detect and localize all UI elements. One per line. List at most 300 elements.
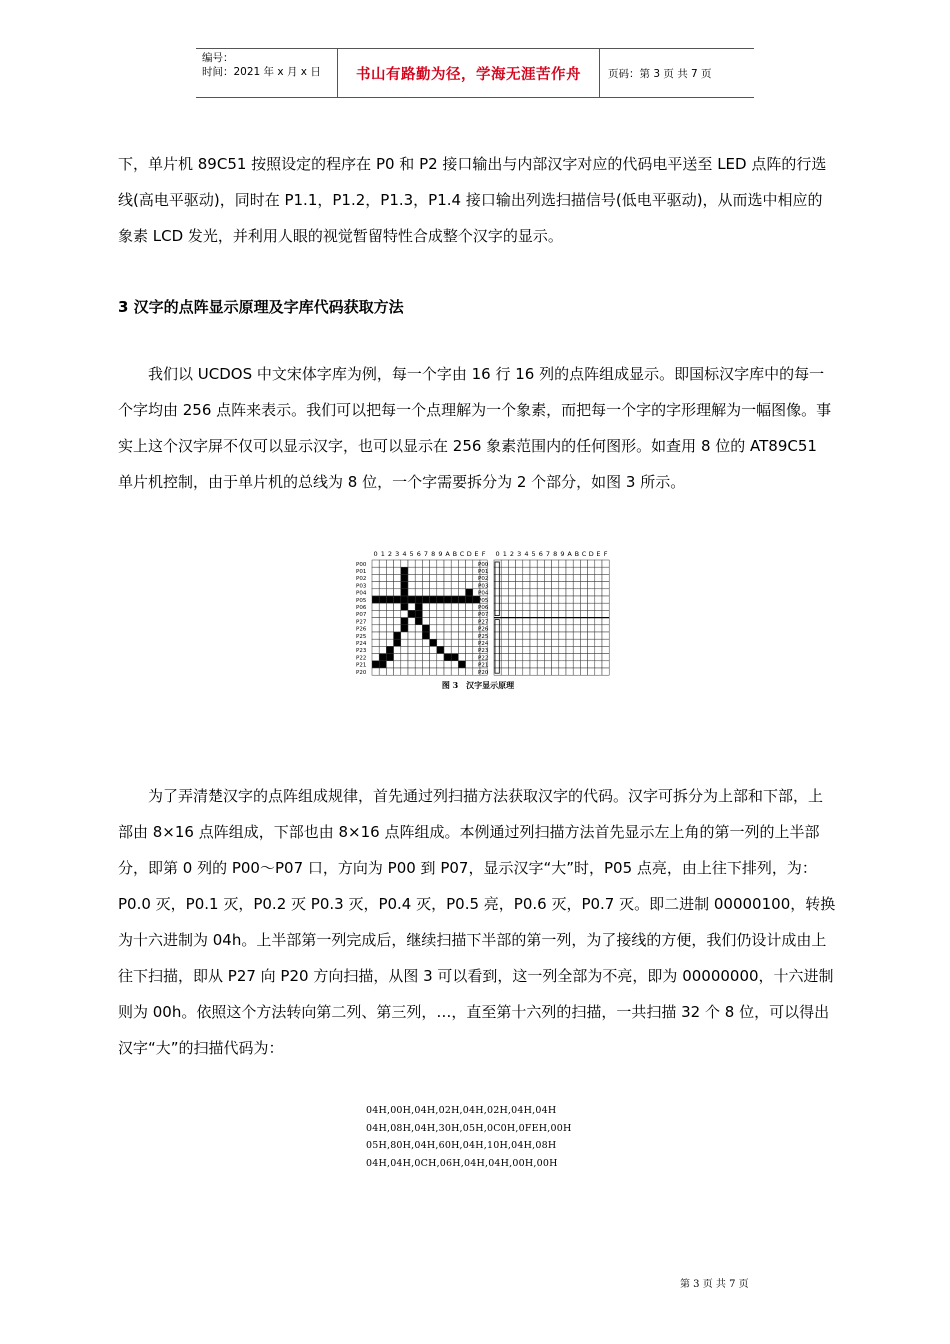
pixel	[530, 661, 537, 668]
pixel	[573, 632, 580, 639]
lit-pixel	[466, 589, 473, 596]
pixel	[523, 589, 530, 596]
pixel	[379, 589, 386, 596]
lit-pixel	[437, 596, 444, 603]
pixel	[437, 632, 444, 639]
pixel	[573, 582, 580, 589]
pixel	[566, 603, 573, 610]
lit-pixel	[437, 646, 444, 653]
lit-pixel	[379, 596, 386, 603]
pixel	[595, 661, 602, 668]
pixel	[458, 632, 465, 639]
pixel	[415, 589, 422, 596]
pixel	[580, 589, 587, 596]
pixel	[552, 582, 559, 589]
pixel	[415, 668, 422, 675]
pixel	[444, 560, 451, 567]
pixel	[580, 639, 587, 646]
pixel	[415, 582, 422, 589]
row-label: P22	[356, 655, 367, 662]
pixel	[544, 603, 551, 610]
pixel	[422, 646, 429, 653]
header-motto: 书山有路勤为径，学海无涯苦作舟	[356, 66, 581, 83]
row-label: P22	[478, 655, 489, 662]
pixel	[394, 661, 401, 668]
pixel	[516, 625, 523, 632]
column-label: A	[567, 550, 572, 558]
pixel	[379, 567, 386, 574]
pixel	[508, 668, 515, 675]
pixel	[523, 596, 530, 603]
pixel	[516, 632, 523, 639]
pixel	[595, 618, 602, 625]
pixel	[588, 567, 595, 574]
pixel	[415, 625, 422, 632]
pixel	[451, 668, 458, 675]
pixel	[379, 646, 386, 653]
column-label: 4	[402, 550, 407, 558]
pixel	[566, 646, 573, 653]
pixel	[537, 610, 544, 617]
pixel	[523, 639, 530, 646]
row-label: P23	[478, 648, 489, 655]
pixel	[466, 668, 473, 675]
column-label: 0	[373, 550, 378, 558]
row-label: P03	[356, 583, 367, 590]
paragraph-3: 为了弄清楚汉字的点阵组成规律，首先通过列扫描方法获取汉字的代码。汉字可拆分为上部和下部，上部由 8×16 点阵组成，下部也由 8×16 点阵组成。本例通过列扫描方法首先显示左上角的第一列的上半部分，即第 0 列的 P00～P07 口，方向为 P00 到 P07，显示汉字“大”时，P05 点亮，由上往下排列，为：P0.0 灭，P0.1 灭，P0.2 灭 P0.3 灭，P0.4 灭，P0.5 亮，P0.6 灭，P0.7 灭。即二进制 00000100，转换为十六进制为 04h。上半部第一列完成后，继续扫描下半部的第一列，为了接线的方便，我们仍设计成由上往下扫描，即从 P27 向 P20 方向扫描，从图 3 可以看到，这一列全部为不亮，即为 00000000，十六进制则为 00h。依照这个方法转向第二列、第三列，…，直至第十六列的扫描，一共扫描 32 个 8 位，可以得出汉字“大”的扫描代码为：	[118, 787, 836, 1057]
pixel	[501, 603, 508, 610]
pixel	[372, 589, 379, 596]
pixel	[588, 603, 595, 610]
pixel	[559, 668, 566, 675]
pixel	[372, 668, 379, 675]
pixel	[394, 646, 401, 653]
pixel	[566, 567, 573, 574]
code-line: 05H,80H,04H,60H,04H,10H,04H,08H	[366, 1140, 557, 1151]
pixel	[537, 589, 544, 596]
pixel	[516, 560, 523, 567]
pixel	[602, 646, 609, 653]
pixel	[552, 618, 559, 625]
pixel	[595, 654, 602, 661]
pixel	[394, 654, 401, 661]
pixel	[508, 646, 515, 653]
pixel	[422, 560, 429, 567]
pixel	[552, 654, 559, 661]
pixel	[451, 632, 458, 639]
pixel	[566, 639, 573, 646]
pixel	[401, 610, 408, 617]
pixel	[437, 567, 444, 574]
pixel	[437, 625, 444, 632]
pixel	[458, 582, 465, 589]
pixel	[588, 610, 595, 617]
pixel	[386, 582, 393, 589]
pixel	[544, 632, 551, 639]
pixel	[372, 625, 379, 632]
pixel	[602, 596, 609, 603]
pixel	[430, 567, 437, 574]
pixel	[466, 661, 473, 668]
column-label: 3	[517, 550, 522, 558]
pixel	[580, 646, 587, 653]
pixel	[415, 654, 422, 661]
header-date: 时间：2021 年 x 月 x 日	[202, 66, 321, 78]
pixel	[566, 668, 573, 675]
row-label: P00	[356, 561, 367, 568]
pixel	[408, 668, 415, 675]
pixel	[501, 567, 508, 574]
lit-pixel	[415, 603, 422, 610]
pixel	[458, 618, 465, 625]
pixel	[386, 668, 393, 675]
column-label: 1	[380, 550, 385, 558]
pixel	[595, 560, 602, 567]
pixel	[588, 618, 595, 625]
pixel	[566, 596, 573, 603]
pixel	[408, 560, 415, 567]
pixel	[588, 596, 595, 603]
pixel	[466, 639, 473, 646]
pixel	[466, 567, 473, 574]
pixel	[544, 654, 551, 661]
pixel	[508, 625, 515, 632]
pixel	[451, 610, 458, 617]
pixel	[602, 567, 609, 574]
pixel	[501, 654, 508, 661]
pixel	[379, 560, 386, 567]
pixel	[602, 560, 609, 567]
row-label: P01	[478, 569, 489, 575]
pixel	[537, 603, 544, 610]
pixel	[573, 668, 580, 675]
pixel	[372, 574, 379, 581]
row-label: P27	[356, 619, 367, 626]
row-label: P04	[478, 590, 489, 597]
pixel	[451, 589, 458, 596]
pixel	[602, 661, 609, 668]
pixel	[559, 567, 566, 574]
pixel	[595, 610, 602, 617]
pixel	[379, 632, 386, 639]
pixel	[422, 639, 429, 646]
row-label: P26	[478, 626, 489, 633]
pixel	[430, 632, 437, 639]
pixel	[508, 567, 515, 574]
pixel	[437, 639, 444, 646]
pixel	[508, 618, 515, 625]
pixel	[537, 654, 544, 661]
pixel	[580, 625, 587, 632]
lit-pixel	[408, 596, 415, 603]
pixel	[458, 639, 465, 646]
lit-pixel	[372, 596, 379, 603]
pixel	[372, 654, 379, 661]
paragraph-1: 下，单片机 89C51 按照设定的程序在 P0 和 P2 接口输出与内部汉字对应的代码电平送至 LED 点阵的行选线(高电平驱动)，同时在 P1.1，P1.2，P1.3，P1.4 接口输出列选扫描信号(低电平驱动)，从而选中相应的象素 LCD 发光，并利用人眼的视觉暂留特性合成整个汉字的显示。	[118, 155, 827, 245]
pixel	[422, 574, 429, 581]
pixel	[523, 574, 530, 581]
pixel	[386, 661, 393, 668]
pixel	[580, 632, 587, 639]
pixel	[458, 567, 465, 574]
lit-pixel	[394, 632, 401, 639]
header-motto-cell	[338, 49, 600, 97]
pixel	[458, 574, 465, 581]
pixel	[552, 661, 559, 668]
pixel	[458, 668, 465, 675]
pixel	[437, 654, 444, 661]
column-label: E	[596, 550, 601, 558]
pixel	[444, 646, 451, 653]
pixel	[508, 574, 515, 581]
pixel	[544, 646, 551, 653]
pixel	[559, 603, 566, 610]
pixel	[602, 589, 609, 596]
pixel	[408, 618, 415, 625]
pixel	[508, 639, 515, 646]
lit-pixel	[415, 610, 422, 617]
pixel	[530, 582, 537, 589]
pixel	[573, 618, 580, 625]
figure-caption: 图 3 汉字显示原理	[441, 680, 515, 690]
pixel	[530, 639, 537, 646]
pixel	[559, 596, 566, 603]
pixel	[466, 582, 473, 589]
column-label: A	[445, 550, 450, 558]
pixel	[372, 646, 379, 653]
pixel	[523, 646, 530, 653]
pixel	[573, 560, 580, 567]
column-label: 8	[553, 550, 558, 558]
lit-pixel	[401, 625, 408, 632]
pixel	[415, 646, 422, 653]
pixel	[580, 603, 587, 610]
row-label: P02	[478, 576, 489, 583]
pixel	[451, 574, 458, 581]
pixel	[523, 560, 530, 567]
pixel	[394, 560, 401, 567]
pixel	[430, 582, 437, 589]
pixel	[602, 654, 609, 661]
pixel	[508, 589, 515, 596]
lit-pixel	[415, 618, 422, 625]
pixel	[523, 582, 530, 589]
pixel	[408, 639, 415, 646]
pixel	[408, 589, 415, 596]
pixel	[544, 661, 551, 668]
pixel	[566, 661, 573, 668]
pixel	[422, 610, 429, 617]
lit-pixel	[394, 596, 401, 603]
pixel	[430, 560, 437, 567]
pixel	[580, 567, 587, 574]
pixel	[466, 574, 473, 581]
pixel	[401, 639, 408, 646]
pixel	[580, 596, 587, 603]
pixel	[501, 574, 508, 581]
pixel	[437, 618, 444, 625]
pixel	[559, 646, 566, 653]
pixel	[379, 668, 386, 675]
figure-3-dot-matrix	[356, 548, 608, 696]
row-label: P07	[356, 612, 367, 619]
pixel	[530, 589, 537, 596]
row-label: P25	[478, 633, 489, 640]
column-label: 4	[524, 550, 529, 558]
pixel	[401, 668, 408, 675]
pixel	[530, 668, 537, 675]
pixel	[537, 618, 544, 625]
row-label: P05	[356, 597, 367, 604]
row-label: P26	[356, 626, 367, 633]
pixel	[394, 567, 401, 574]
pixel	[573, 596, 580, 603]
pixel	[401, 654, 408, 661]
pixel	[559, 661, 566, 668]
lit-pixel	[444, 654, 451, 661]
pixel	[372, 610, 379, 617]
pixel	[451, 582, 458, 589]
pixel	[523, 567, 530, 574]
pixel	[595, 632, 602, 639]
pixel	[379, 639, 386, 646]
pixel	[602, 632, 609, 639]
pixel	[444, 661, 451, 668]
pixel	[573, 567, 580, 574]
pixel	[372, 639, 379, 646]
lit-pixel	[430, 639, 437, 646]
pixel	[444, 625, 451, 632]
lit-pixel	[379, 654, 386, 661]
pixel	[437, 574, 444, 581]
pixel	[580, 574, 587, 581]
pixel	[408, 574, 415, 581]
pixel	[566, 632, 573, 639]
pixel	[444, 582, 451, 589]
pixel	[444, 618, 451, 625]
pixel	[588, 582, 595, 589]
pixel	[516, 618, 523, 625]
pixel	[559, 589, 566, 596]
pixel	[466, 654, 473, 661]
row-label: P27	[478, 619, 489, 626]
pixel	[559, 582, 566, 589]
row-label: P01	[356, 569, 367, 575]
pixel	[544, 618, 551, 625]
pixel	[516, 668, 523, 675]
pixel	[379, 582, 386, 589]
pixel	[595, 589, 602, 596]
pixel	[595, 625, 602, 632]
pixel	[566, 625, 573, 632]
lit-pixel	[451, 654, 458, 661]
dot-matrix-split	[478, 550, 609, 676]
pixel	[537, 574, 544, 581]
pixel	[422, 654, 429, 661]
pixel	[580, 618, 587, 625]
pixel	[451, 661, 458, 668]
pixel	[379, 603, 386, 610]
lit-pixel	[401, 574, 408, 581]
page-footer: 第 3 页 共 7 页	[680, 1279, 749, 1290]
row-label: P00	[478, 561, 489, 568]
pixel	[530, 632, 537, 639]
pixel	[516, 661, 523, 668]
pixel	[559, 560, 566, 567]
lit-pixel	[379, 661, 386, 668]
pixel	[580, 560, 587, 567]
pixel	[516, 639, 523, 646]
pixel	[394, 582, 401, 589]
pixel	[595, 582, 602, 589]
pixel	[451, 625, 458, 632]
pixel	[602, 625, 609, 632]
pixel	[458, 589, 465, 596]
lit-pixel	[401, 596, 408, 603]
pixel	[444, 668, 451, 675]
pixel	[588, 646, 595, 653]
header-page: 页码：第 3 页 共 7 页	[608, 67, 712, 80]
pixel	[422, 567, 429, 574]
pixel	[544, 639, 551, 646]
pixel	[430, 661, 437, 668]
pixel	[394, 618, 401, 625]
pixel	[386, 625, 393, 632]
lit-pixel	[386, 596, 393, 603]
pixel	[595, 603, 602, 610]
pixel	[544, 668, 551, 675]
pixel	[466, 560, 473, 567]
pixel	[430, 654, 437, 661]
pixel	[437, 589, 444, 596]
pixel	[516, 610, 523, 617]
pixel	[444, 639, 451, 646]
column-label: 5	[409, 550, 414, 558]
pixel	[451, 618, 458, 625]
pixel	[437, 603, 444, 610]
pixel	[595, 596, 602, 603]
lit-pixel	[401, 582, 408, 589]
pixel	[573, 661, 580, 668]
pixel	[422, 668, 429, 675]
lit-pixel	[466, 596, 473, 603]
column-label: B	[452, 550, 458, 558]
pixel	[573, 639, 580, 646]
pixel	[508, 560, 515, 567]
pixel	[530, 574, 537, 581]
pixel	[508, 596, 515, 603]
pixel	[508, 661, 515, 668]
pixel	[386, 618, 393, 625]
pixel	[372, 560, 379, 567]
pixel	[408, 603, 415, 610]
lit-pixel	[386, 654, 393, 661]
pixel	[401, 632, 408, 639]
pixel	[537, 596, 544, 603]
pixel	[516, 603, 523, 610]
pixel	[422, 618, 429, 625]
pixel	[559, 618, 566, 625]
pixel	[516, 646, 523, 653]
header-number: 编号：	[202, 52, 234, 64]
pixel	[415, 661, 422, 668]
pixel	[602, 582, 609, 589]
code-line: 04H,00H,04H,02H,04H,02H,04H,04H	[366, 1105, 557, 1116]
pixel	[501, 625, 508, 632]
pixel	[451, 646, 458, 653]
pixel	[501, 632, 508, 639]
pixel	[530, 567, 537, 574]
